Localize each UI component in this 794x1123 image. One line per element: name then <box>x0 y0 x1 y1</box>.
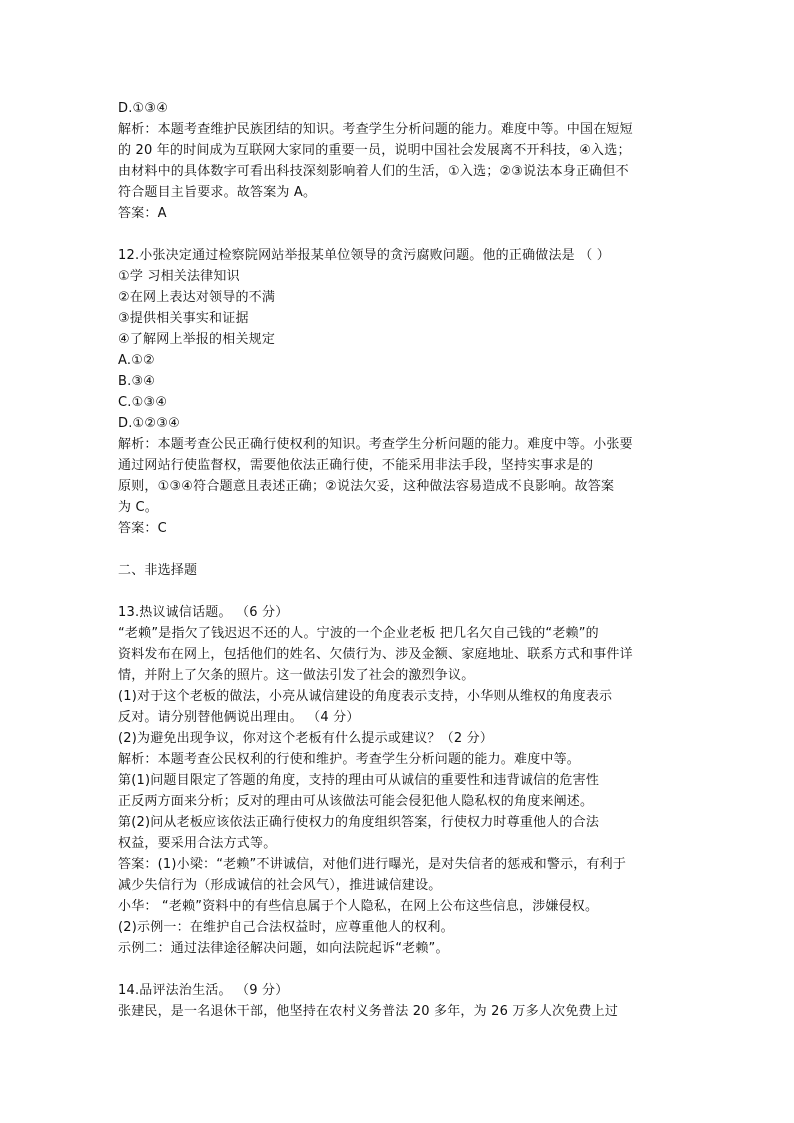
option-a: A.①② <box>118 353 155 368</box>
text-line: “老赖”是指欠了钱迟迟不还的人。宁波的一个企业老板 把几名欠自己钱的“老赖”的 <box>118 626 599 641</box>
text-line: 解析：本题考查公民权利的行使和维护。考查学生分析问题的能力。难度中等。 <box>118 752 581 767</box>
text-line: D.①③④ <box>118 101 169 116</box>
question-12-title: 12.小张决定通过检察院网站举报某单位领导的贪污腐败问题。他的正确做法是 （ ） <box>118 248 610 263</box>
text-line: 符合题目主旨要求。故答案为 A。 <box>118 185 317 200</box>
text-line: 为 C。 <box>118 500 159 515</box>
question-14-title: 14.品评法治生活。 （9 分） <box>118 983 289 998</box>
text-line: 第(1)问题目限定了答题的角度，支持的理由可从诚信的重要性和违背诚信的危害性 <box>118 773 600 788</box>
question-13-title: 13.热议诚信话题。 （6 分） <box>118 605 289 620</box>
option-b: B.③④ <box>118 374 156 389</box>
text-line: 解析：本题考查维护民族团结的知识。考查学生分析问题的能力。难度中等。中国在短短 <box>118 122 633 137</box>
option-c: C.①③④ <box>118 395 168 410</box>
text-line: (2)示例一：在维护自己合法权益时，应尊重他人的权利。 <box>118 920 454 935</box>
text-line: ④了解网上举报的相关规定 <box>118 332 276 347</box>
text-line: (1)对于这个老板的做法，小亮从诚信建设的角度表示支持，小华则从维权的角度表示 <box>118 689 613 704</box>
text-line: 反对。请分别替他俩说出理由。 （4 分） <box>118 710 360 725</box>
text-line: 减少失信行为（形成诚信的社会风气），推进诚信建设。 <box>118 878 442 893</box>
text-line: 权益，要采用合法方式等。 <box>118 836 277 851</box>
answer-line: 答案：(1)小梁：“老赖”不讲诚信，对他们进行曝光，是对失信者的惩戒和警示，有利于 <box>118 857 627 872</box>
text-line: 正反两方面来分析；反对的理由可从该做法可能会侵犯他人隐私权的角度来阐述。 <box>118 794 594 809</box>
option-d: D.①②③④ <box>118 416 180 431</box>
text-line: 原则，①③④符合题意且表述正确；②说法欠妥，这种做法容易造成不良影响。故答案 <box>118 479 615 494</box>
text-line: ③提供相关事实和证据 <box>118 311 249 326</box>
text-line: 通过网站行使监督权，需要他依法正确行使，不能采用非法手段，坚持实事求是的 <box>118 458 594 473</box>
text-line: ②在网上表达对领导的不满 <box>118 290 276 305</box>
text-line: 由材料中的具体数字可看出科技深刻影响着人们的生活，①入选；②③说法本身正确但不 <box>118 164 629 179</box>
text-line: 小华： “老赖”资料中的有些信息属于个人隐私，在网上公布这些信息，涉嫌侵权。 <box>118 899 599 914</box>
text-line: 资料发布在网上，包括他们的姓名、欠债行为、涉及金额、家庭地址、联系方式和事件详 <box>118 647 633 662</box>
text-line: 情，并附上了欠条的照片。这一做法引发了社会的激烈争议。 <box>118 668 475 683</box>
text-line: 的 20 年的时间成为互联网大家同的重要一员，说明中国社会发展离不开科技，④入选； <box>118 143 631 158</box>
text-line: ①学 习相关法律知识 <box>118 269 240 284</box>
answer-line: 答案：C <box>118 521 167 536</box>
text-line: 张建民，是一名退休干部，他坚持在农村义务普法 20 多年，为 26 万多人次免费上过 <box>118 1004 619 1019</box>
section-heading: 二、非选择题 <box>118 563 198 578</box>
text-line: 示例二：通过法律途径解决问题，如向法院起诉“老赖”。 <box>118 941 449 956</box>
text-line: (2)为避免出现争议，你对这个老板有什么提示或建议？（2 分） <box>118 731 494 746</box>
answer-line: 答案：A <box>118 206 167 221</box>
text-line: 第(2)问从老板应该依法正确行使权力的角度组织答案，行使权力时尊重他人的合法 <box>118 815 600 830</box>
text-line: 解析：本题考查公民正确行使权利的知识。考查学生分析问题的能力。难度中等。小张要 <box>118 437 633 452</box>
